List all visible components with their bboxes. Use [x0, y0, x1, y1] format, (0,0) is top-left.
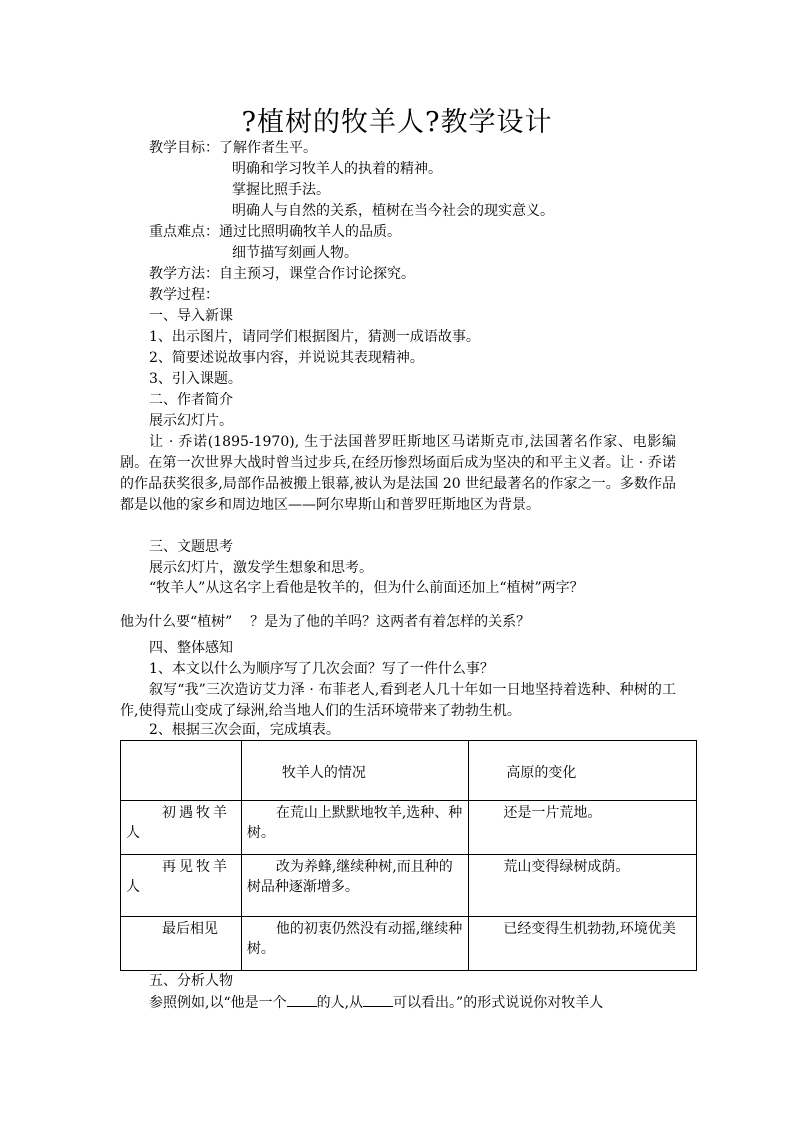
- page-title: ?植树的牧羊人?教学设计: [241, 107, 553, 138]
- fill-table: [120, 740, 697, 971]
- teaching-method: 教学方法：自主预习，课堂合作讨论探究。: [149, 266, 415, 282]
- goal-item: 明确和学习牧羊人的执着的精神。: [232, 161, 442, 177]
- table-cell: 在荒山上默默地牧羊,选种、种树。: [241, 801, 469, 855]
- fill-blank: [287, 992, 317, 1007]
- table-row: [121, 855, 697, 917]
- difficulty-item: 细节描写刻画人物。: [232, 245, 358, 261]
- table-row: [121, 917, 697, 971]
- question: 他为什么要“植树” ？是为了他的羊吗？这两者有着怎样的关系？: [120, 614, 531, 630]
- question: 2、根据三次会面，完成填表。: [149, 722, 340, 738]
- difficulty-item: 通过比照明确牧羊人的品质。: [219, 224, 401, 240]
- fill-blank: [363, 992, 393, 1007]
- section-heading: 三、文题思考: [149, 539, 233, 555]
- list-item: 3、引入课题。: [149, 371, 242, 387]
- table-header-cell: 高原的变化: [469, 741, 697, 801]
- table-cell: 初遇牧羊人: [121, 801, 242, 855]
- table-header-row: [121, 741, 697, 801]
- goals-label: 教学目标：: [149, 140, 219, 156]
- goals-row: [149, 138, 317, 159]
- prompt-part: 参照例如,以“他是一个: [149, 995, 287, 1011]
- prompt-part: 可以看出。”的形式说说你对牧羊人: [393, 995, 604, 1011]
- table-cell: 改为养蜂,继续种树,而且种的树品种逐渐增多。: [241, 855, 469, 917]
- prompt-part: 的人,从: [316, 995, 364, 1011]
- author-paragraph: 让 · 乔诺(1895-1970), 生于法国普罗旺斯地区马诺斯克市,法国著名作家、电影编剧。在第一次世界大战时曾当过步兵,在经历惨烈场面后成为坚决的和平主义者。让 · 乔诺的作品获奖很多,局部作品被搬上银幕,被认为是法国 20 世纪最著名的作家之一。多数作品都是以他的家乡和周边地区——阿尔卑斯山和普罗旺斯地区为背景。: [120, 434, 676, 513]
- summary-paragraph: 叙写“我”三次造访艾力泽 · 布菲老人,看到老人几十年如一日地坚持着选种、种树的工作,使得荒山变成了绿洲,给当地人们的生活环境带来了勃勃生机。: [120, 682, 676, 719]
- table-header-cell: 牧羊人的情况: [241, 741, 469, 801]
- difficulty-label: 重点难点：: [149, 224, 219, 240]
- table-cell: 荒山变得绿树成荫。: [469, 855, 697, 917]
- goal-item: 了解作者生平。: [219, 140, 317, 156]
- section-heading: 五、分析人物: [149, 973, 233, 989]
- goal-item: 明确人与自然的关系，植树在当今社会的现实意义。: [232, 203, 554, 219]
- table-cell: 最后相见: [121, 917, 242, 971]
- table-cell: 他的初衷仍然没有动摇,继续种树。: [241, 917, 469, 971]
- table-cell: 还是一片荒地。: [469, 801, 697, 855]
- slide-note: 展示幻灯片。: [149, 413, 233, 429]
- difficulty-row: [149, 222, 401, 243]
- table-cell: 已经变得生机勃勃,环境优美: [469, 917, 697, 971]
- table-cell: 再见牧羊人: [121, 855, 242, 917]
- list-item: 2、简要述说故事内容，并说说其表现精神。: [149, 350, 424, 366]
- slide-note: 展示幻灯片，激发学生想象和思考。: [149, 560, 373, 576]
- teaching-process: 教学过程：: [149, 287, 219, 303]
- table-row: [121, 801, 697, 855]
- section-heading: 二、作者简介: [149, 392, 233, 408]
- section-heading: 一、导入新课: [149, 308, 233, 324]
- list-item: 1、出示图片，请同学们根据图片，猜测一成语故事。: [149, 329, 480, 345]
- analysis-prompt: [149, 992, 603, 1014]
- question: 1、本文以什么为顺序写了几次会面？写了一件什么事？: [149, 661, 494, 677]
- section-heading: 四、整体感知: [149, 640, 233, 656]
- goal-item: 掌握比照手法。: [232, 182, 330, 198]
- table-header-cell: [121, 741, 242, 801]
- question: “牧羊人”从这名字上看他是牧羊的，但为什么前面还加上“植树”两字？: [149, 580, 584, 596]
